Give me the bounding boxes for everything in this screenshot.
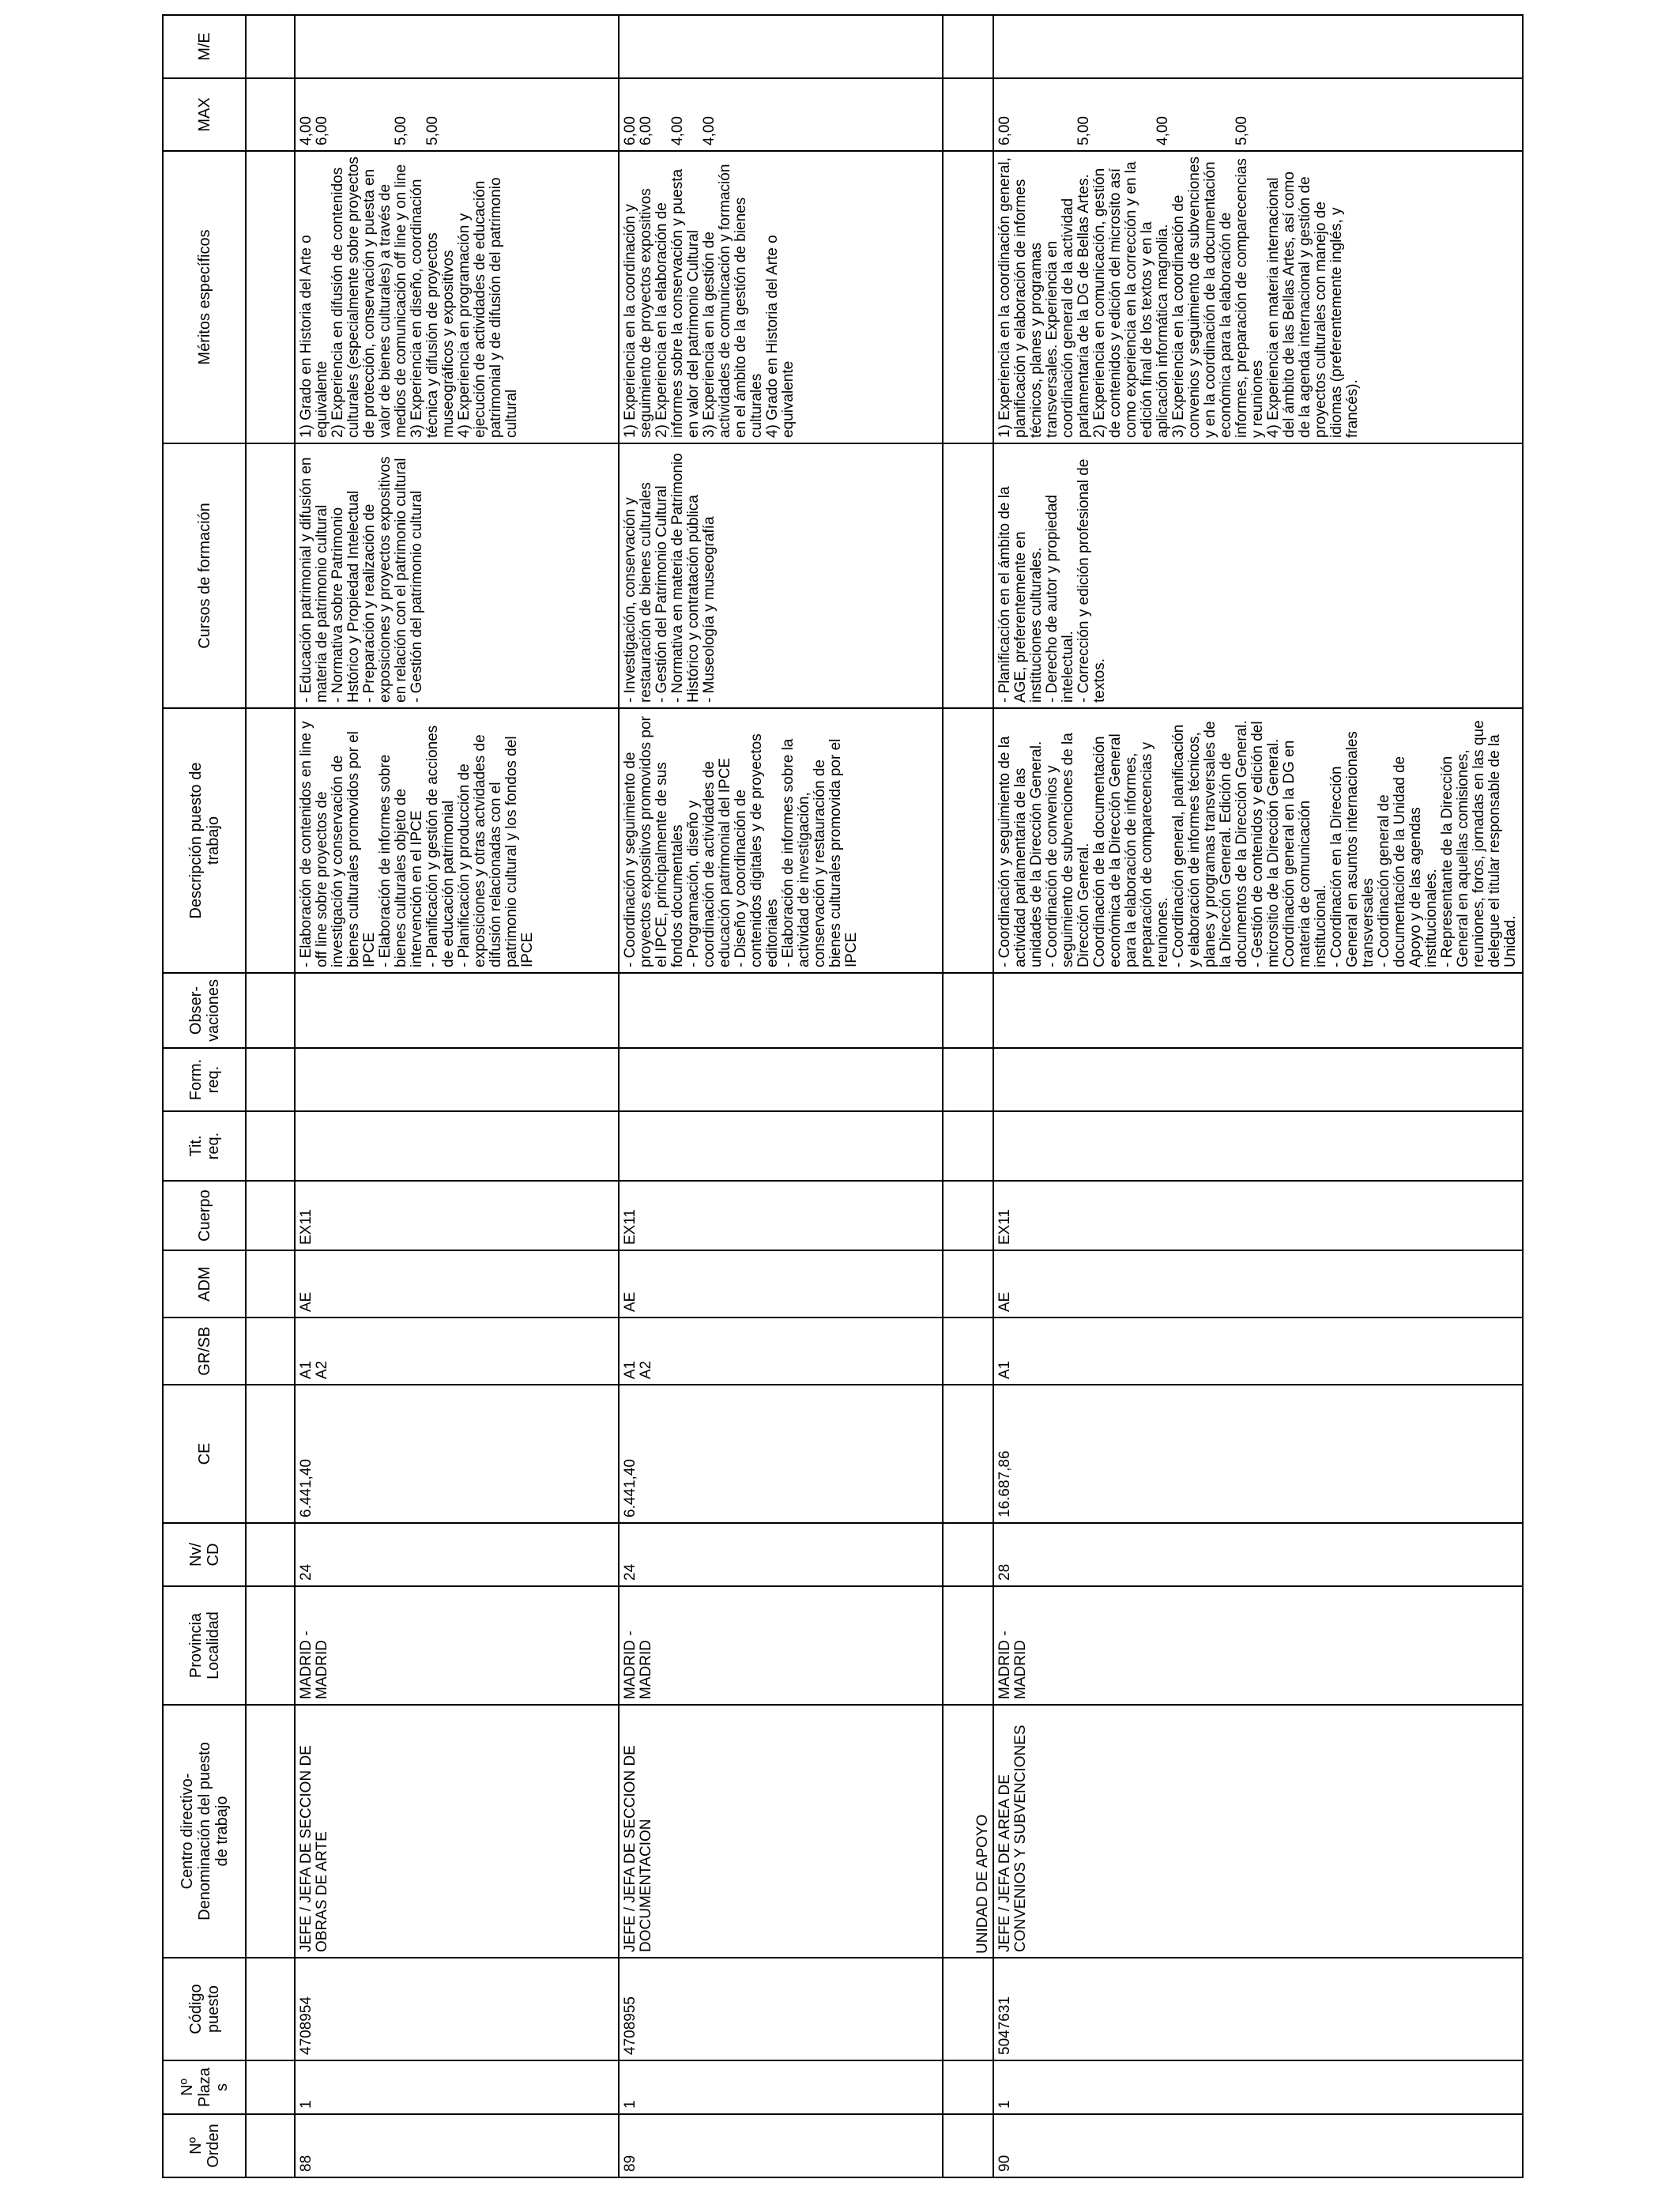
meritos-cell: 1) Experiencia en la coordinación general, planificación y elaboración de informes técnicos, planes y programas transversales. Experiencia en coordinación general de la actividad parlamentaria de la DG de Bellas Artes. 2) Experiencia en comunicación, gestión de contenidos y edición del microsito así como experiencia en la corrección y en la edición final de los textos y en la aplicación informática magnolia. 3) Experiencia en la coordinación de convenios y seguimiento de subvenciones y en la coordinación de la documentación económica para la elaboración de informes, preparación de comparecencias y reuniones 4) Experiencia en materia internacional del ámbito de las Bellas Artes, así como de la agenda internacional y gestión de proyectos culturales con manejo de idiomas (preferentemente inglés, y francés).: [993, 151, 1523, 443]
codigo-cell: 5047631: [993, 1958, 1523, 2060]
col-ce: CE: [163, 1385, 246, 1523]
col-grupo: GR/SB: [163, 1318, 246, 1385]
col-titulacion: Tit. req.: [163, 1111, 246, 1181]
me-cell: [295, 15, 619, 78]
observaciones-cell: [619, 973, 943, 1048]
grupo-cell: A1 A2: [295, 1318, 619, 1385]
adm-cell: AE: [619, 1250, 943, 1318]
table-row: [295, 15, 619, 2177]
col-adm: ADM: [163, 1250, 246, 1318]
ce-cell: 16.687,86: [993, 1385, 1523, 1523]
meritos-cell: 1) Experiencia en la coordinación y seguimiento de proyectos expositivos 2) Experiencia en la elaboración de informes sobre la conservación y puesta en valor del patrimonio Cultural 3) Experiencia en la gestión de actividades de comunicación y formación en el ámbito de la gestión de bienes culturales 4) Grado en Historia del Arte o equivalente: [619, 151, 943, 443]
max-cell: 4,00 6,00 5,00 5,00: [295, 78, 619, 151]
nivel-cell: 28: [993, 1523, 1523, 1586]
descripcion-cell: - Elaboración de contenidos en line y off line sobre proyectos de investigación y conservación de bienes culturales promovidos por el IPCE - Elaboración de informes sobre bienes culturales objeto de intervención en el IPCE - Planificación y gestión de acciones de educación patrimonial - Planificación y producción de exposiciones y otras actvidades de difusión relacionadas con el patrimonio cultural y los fondos del IPCE: [295, 708, 619, 973]
nivel-cell: 24: [619, 1523, 943, 1586]
grupo-cell: A1: [993, 1318, 1523, 1385]
col-cuerpo: Cuerpo: [163, 1181, 246, 1250]
col-cursos: Cursos de formación: [163, 443, 246, 708]
col-meritos: Méritos específicos: [163, 151, 246, 443]
cursos-cell: - Investigación, conservación y restauración de bienes culturales - Gestión del Patrimonio Cultural - Normativa en materia de Patrimonio Histórico y contratación pública - Museología y museografía: [619, 443, 943, 708]
titulacion-cell: [619, 1111, 943, 1181]
plazas-cell: 1: [619, 2060, 943, 2114]
localidad-cell: MADRID - MADRID: [619, 1586, 943, 1705]
col-codigo: Código puesto: [163, 1958, 246, 2060]
col-plazas: Nº Plazas: [163, 2060, 246, 2114]
header-row: [163, 15, 246, 2177]
descripcion-cell: - Coordinación y seguimiento de la actividad parlamentaria de las unidades de la Dirección General. - Coordinación de convenios y seguimiento de subvenciones de la Dirección General. Coordinación de la documentación económica de la Dirección General para la elaboración de informes, preparación de comparecencias y reuniones. - Coordinación general, planificación y elaboración de informes técnicos, planes y programas transversales de la Dirección General. Edición de documentos de la Dirección General. - Gestión de contenidos y edición del micrositio de la Dirección General. Coordinación general en la DG en materia de comunicación institucional. - Coordinación en la Dirección General en asuntos internacionales transversales - Coordinación general de documentación de la Unidad de Apoyo y de las agendas institucionales. - Representante de la Dirección General en aquellas comisiones, reuniones, foros, jornadas en las que delegue el titular responsable de la Unidad.: [993, 708, 1523, 973]
col-formacion: Form. req.: [163, 1048, 246, 1111]
col-max: MAX: [163, 78, 246, 151]
max-cell: 6,00 6,00 4,00 4,00: [619, 78, 943, 151]
table-row: [993, 15, 1523, 2177]
formacion-cell: [295, 1048, 619, 1111]
cuerpo-cell: EX11: [295, 1181, 619, 1250]
unit-section-row: [943, 15, 993, 2177]
denominacion-cell: JEFE / JEFA DE SECCION DE OBRAS DE ARTE: [295, 1705, 619, 1958]
observaciones-cell: [993, 973, 1523, 1048]
cursos-cell: - Educación patrimonial y difusión en materia de patrimonio cultural - Normativa sobre Patrimonio Hstórico y Propiedad Intelectual - Preparación y realización de exposiciones y proyectos expositivos en relación con el patrimonio cultural - Gestión del patrimonio cultural: [295, 443, 619, 708]
titulacion-cell: [993, 1111, 1523, 1181]
max-cell: 6,00 5,00 4,00 5,00: [993, 78, 1523, 151]
job-positions-table: [162, 14, 1524, 2178]
ce-cell: 6.441,40: [619, 1385, 943, 1523]
titulacion-cell: [295, 1111, 619, 1181]
cuerpo-cell: EX11: [619, 1181, 943, 1250]
localidad-cell: MADRID - MADRID: [295, 1586, 619, 1705]
observaciones-cell: [295, 973, 619, 1048]
nivel-cell: 24: [295, 1523, 619, 1586]
me-cell: [619, 15, 943, 78]
col-denominacion: Centro directivo- Denominación del puesto de trabajo: [163, 1705, 246, 1958]
plazas-cell: 1: [993, 2060, 1523, 2114]
ce-cell: 6.441,40: [295, 1385, 619, 1523]
separator-row: [246, 15, 295, 2177]
col-me: M/E: [163, 15, 246, 78]
col-descripcion: Descripción puesto de trabajo: [163, 708, 246, 973]
codigo-cell: 4708954: [295, 1958, 619, 2060]
formacion-cell: [993, 1048, 1523, 1111]
adm-cell: AE: [295, 1250, 619, 1318]
meritos-cell: 1) Grado en Historia del Arte o equivalente 2) Experiencia en difusión de contenidos culturales (especialmente sobre proyectos de protección, conservación y puesta en valor de bienes culturales) a través de medios de comunicación off line y on line 3) Experiencia en diseño, coordinación técnica y difusión de proyectos museográficos y expositivos 4) Experiencia en programación y ejecución de actividades de educación patrimonial y de difusión del patrimonio cultural: [295, 151, 619, 443]
adm-cell: AE: [993, 1250, 1523, 1318]
col-nivel: Nv/ CD: [163, 1523, 246, 1586]
denominacion-cell: JEFE / JEFA DE SECCION DE DOCUMENTACION: [619, 1705, 943, 1958]
orden-cell: 88: [295, 2114, 619, 2177]
orden-cell: 89: [619, 2114, 943, 2177]
cuerpo-cell: EX11: [993, 1181, 1523, 1250]
table-row: [619, 15, 943, 2177]
codigo-cell: 4708955: [619, 1958, 943, 2060]
formacion-cell: [619, 1048, 943, 1111]
unit-label: UNIDAD DE APOYO: [943, 1705, 993, 1958]
col-observaciones: Obser- vaciones: [163, 973, 246, 1048]
orden-cell: 90: [993, 2114, 1523, 2177]
grupo-cell: A1 A2: [619, 1318, 943, 1385]
cursos-cell: - Planificación en el ámbito de la AGE, preferentemente en instituciones culturales. - Derecho de autor y propiedad intelectual. - Corrección y edición profesional de textos.: [993, 443, 1523, 708]
col-orden: Nº Orden: [163, 2114, 246, 2177]
descripcion-cell: - Coordinación y seguimiento de proyectos expositivos promovidos por el IPCE, principalmente de sus fondos documentales - Programación, diseño y coordinación de actividades de educación patrimonial del IPCE - Diseño y coordinación de contenidos digitales y de proyectos editoriales - Elaboración de informes sobre la actividad de investigación, conservación y restauración de bienes culturales promovida por el IPCE: [619, 708, 943, 973]
denominacion-cell: JEFE / JEFA DE AREA DE CONVENIOS Y SUBVENCIONES: [993, 1705, 1523, 1958]
me-cell: [993, 15, 1523, 78]
localidad-cell: MADRID - MADRID: [993, 1586, 1523, 1705]
plazas-cell: 1: [295, 2060, 619, 2114]
col-localidad: Provincia Localidad: [163, 1586, 246, 1705]
